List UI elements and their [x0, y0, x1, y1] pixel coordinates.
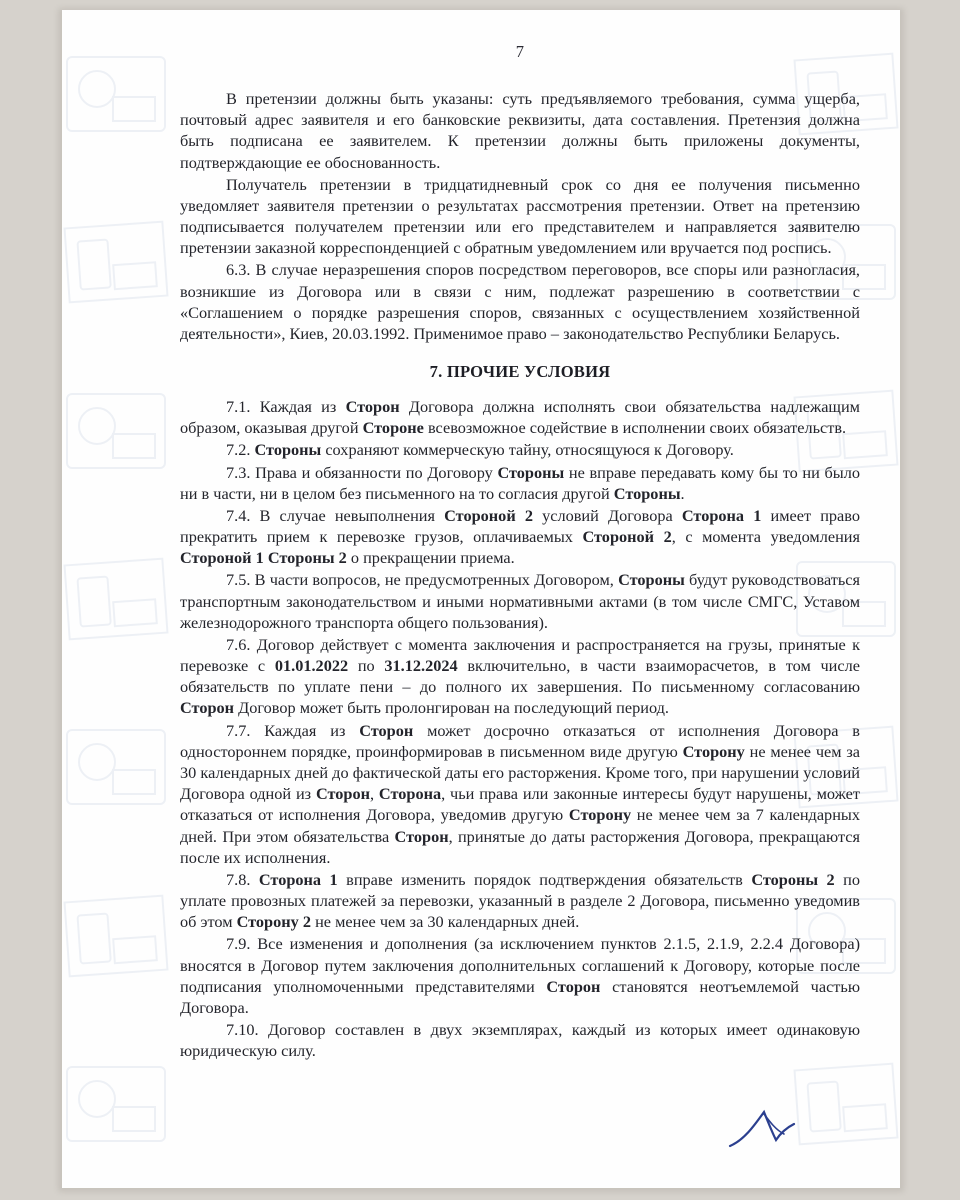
- text-run: по: [348, 656, 385, 676]
- emphasis-term: Сторону 2: [236, 912, 311, 932]
- emphasis-term: Стороной 1 Стороны 2: [180, 548, 347, 568]
- machinery-icon: [63, 221, 168, 304]
- text-run: 7.3. Права и обязанности по Договору: [226, 462, 498, 482]
- paragraph-clause-7-1: [180, 396, 860, 438]
- machinery-icon: [66, 1066, 166, 1142]
- text-run: имеет право прекратить прием к перевозке грузов, оплачиваемых: [180, 505, 860, 547]
- text-run: 7.1. Каждая из: [226, 397, 346, 417]
- text-run: 7.9. Все изменения и дополнения (за исключением пунктов 2.1.5, 2.1.9, 2.2.4 Договора) вносятся в Договор путем заключения дополнительных соглашений к Договору, которые после подписания уполномоченными представителями: [180, 934, 860, 996]
- paragraph-container: [180, 88, 860, 1061]
- emphasis-term: Сторону: [568, 805, 632, 825]
- emphasis-term: Стороной 2: [444, 505, 533, 525]
- emphasis-term: Стороны: [618, 570, 685, 590]
- text-run: ,: [370, 784, 379, 804]
- paragraph-clause-7-9: [180, 933, 860, 1018]
- document-content: [180, 42, 860, 1062]
- paragraph-claim-recipient: [180, 174, 860, 259]
- text-run: Получатель претензии в тридцатидневный срок со дня ее получения письменно уведомляет заявителя претензии о результатах рассмотрения претензии. Ответ на претензию подписывается получателем претензии или его представителем и направляется заявителю претензии заказной корреспонденцией с обратным уведомлением или вручается под роспись.: [180, 174, 860, 258]
- text-run: В претензии должны быть указаны: суть предъявляемого требования, сумма ущерба, почтовый адрес заявителя и его банковские реквизиты, дата составления. Претензия должна быть подписана ее заявителем. К претензии должны быть приложены документы, подтверждающие ее обоснованность.: [180, 89, 860, 172]
- text-run: 7.6. Договор действует с момента заключения и распространяется на грузы, принятые к перевозке с: [180, 634, 860, 676]
- emphasis-term: Сторона 1: [681, 505, 762, 525]
- emphasis-term: Стороны: [497, 462, 565, 482]
- paragraph-clause-7-5: [180, 569, 860, 633]
- paragraph-clause-7-6: [180, 634, 860, 719]
- emphasis-term: Сторона: [378, 784, 442, 804]
- text-run: 7.2.: [226, 440, 255, 460]
- text-run: не вправе передавать кому бы то ни было ни в части, ни в целом без письменного на то согласия другой: [180, 462, 860, 503]
- page-number: 7: [515, 42, 525, 61]
- machinery-icon: [793, 1062, 898, 1145]
- text-run: 7.7. Каждая из: [226, 720, 360, 740]
- emphasis-term: Сторон: [180, 698, 235, 718]
- emphasis-term: Стороной 2: [582, 527, 672, 547]
- paragraph-clause-7-4: [180, 505, 860, 569]
- text-run: 7.4. В случае невыполнения: [226, 505, 445, 525]
- text-run: Договора должна исполнять свои обязательства надлежащим образом, оказывая другой: [180, 397, 860, 438]
- emphasis-term: Стороны: [613, 483, 681, 503]
- emphasis-term: 01.01.2022: [274, 656, 349, 676]
- machinery-icon: [66, 729, 166, 805]
- emphasis-term: Стороне: [362, 418, 424, 438]
- text-run: 7.10. Договор составлен в двух экземплярах, каждый из которых имеет одинаковую юридическую силу.: [180, 1020, 860, 1061]
- machinery-icon: [66, 56, 166, 132]
- text-run: становятся неотъемлемой частью Договора.: [180, 976, 860, 1017]
- machinery-icon: [66, 393, 166, 469]
- text-run: вправе изменить порядок подтверждения обязательств: [337, 869, 752, 889]
- paragraph-clause-7-3: [180, 462, 860, 504]
- emphasis-term: Стороны: [254, 440, 322, 460]
- text-run: , принятые до даты расторжения Договора, прекращаются после их исполнения.: [180, 826, 860, 867]
- emphasis-term: Сторон: [394, 826, 449, 846]
- emphasis-term: Сторон: [546, 976, 601, 996]
- text-run: включительно, в части взаиморасчетов, в том числе обязательств по уплате пени – до полного их завершения. По письменному согласованию: [180, 656, 860, 697]
- text-run: может досрочно отказаться от исполнения Договора в одностороннем порядке, проинформировав в письменном виде другую: [180, 720, 860, 761]
- text-run: о прекращении приема.: [346, 548, 515, 568]
- text-run: будут руководствоваться транспортным законодательством и иными нормативными актами (в том числе СМГС, Уставом железнодорожного транспорта общего пользования).: [180, 570, 860, 632]
- paragraph-clause-7-10: [180, 1019, 860, 1061]
- text-run: не менее чем за 30 календарных дней.: [311, 912, 580, 932]
- paragraph-clause-7-8: [180, 869, 860, 933]
- text-run: , чьи права или законные интересы будут нарушены, может отказаться от исполнения Договора, уведомив другую: [180, 784, 860, 825]
- text-run: сохраняют коммерческую тайну, относящуюся к Договору.: [321, 440, 734, 460]
- text-run: не менее чем за 7 календарных дней. При этом обязательства: [180, 805, 860, 846]
- paragraph-clause-7-7: [180, 720, 860, 868]
- emphasis-term: Сторону: [682, 741, 745, 761]
- paragraph-clause-6-3: [180, 259, 860, 344]
- emphasis-term: 31.12.2024: [384, 656, 458, 676]
- paragraph-claim-contents: [180, 88, 860, 173]
- text-run: не менее чем за 30 календарных дней до фактической даты его расторжения. Кроме того, при нарушении условий Договора одной из: [180, 741, 860, 804]
- section-title: 7. ПРОЧИЕ УСЛОВИЯ: [429, 362, 611, 382]
- paragraph-clause-7-2: [180, 439, 860, 460]
- text-run: .: [680, 483, 685, 503]
- text-run: Договор может быть пролонгирован на последующий период.: [234, 698, 670, 718]
- emphasis-term: Сторон: [315, 784, 370, 804]
- emphasis-term: Сторон: [359, 720, 414, 740]
- document-page: [62, 10, 900, 1188]
- emphasis-term: Сторона 1: [258, 869, 338, 889]
- machinery-icon: [63, 558, 168, 641]
- text-run: условий Договора: [532, 505, 682, 525]
- text-run: 7.5. В части вопросов, не предусмотренных Договором,: [226, 570, 619, 590]
- watermark-left-column: [62, 10, 176, 1188]
- text-run: по уплате провозных платежей за перевозки, указанный в разделе 2 Договора, письменно уведомив об этом: [180, 869, 860, 932]
- text-run: 6.3. В случае неразрешения споров посредством переговоров, все споры или разногласия, возникшие из Договора или в связи с ним, подлежат разрешению в соответствии с «Соглашением о порядке разрешения споров, связанных с осуществлением хозяйственной деятельности», Киев, 20.03.1992. Применимое право – законодательство Республики Беларусь.: [180, 260, 860, 343]
- machinery-icon: [63, 894, 168, 977]
- emphasis-term: Стороны 2: [751, 869, 835, 889]
- emphasis-term: Сторон: [345, 397, 400, 417]
- signature-mark: [724, 1106, 804, 1154]
- text-run: всевозможное содействие в исполнении своих обязательств.: [423, 418, 847, 438]
- text-run: , с момента уведомления: [671, 527, 860, 547]
- text-run: 7.8.: [226, 869, 259, 889]
